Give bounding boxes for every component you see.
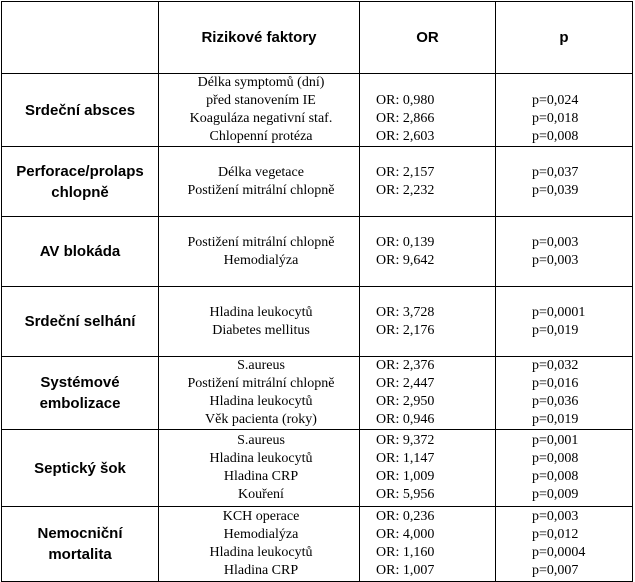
section-title-line: chlopně: [51, 183, 109, 201]
or-value: OR: 9,642: [376, 252, 435, 268]
header-empty-cell: [2, 2, 159, 74]
p-value: p=0,018: [532, 111, 579, 126]
or-value: [360, 74, 495, 92]
p-cell: [496, 147, 633, 217]
factor-line: Kouření: [238, 487, 284, 502]
or-value: OR: 2,866: [376, 111, 435, 126]
section-title-line: mortalita: [48, 546, 112, 563]
or-cell: [360, 74, 496, 147]
p-value: p=0,037: [532, 164, 579, 180]
p-value: p=0,007: [532, 563, 579, 578]
section-title-line: AV blokáda: [39, 243, 121, 260]
or-value: OR: 0,139: [376, 234, 435, 250]
or-cell: [360, 430, 496, 507]
or-value: OR: 2,176: [376, 322, 435, 338]
section-title-cell: [2, 507, 159, 582]
table-row: [2, 74, 633, 147]
factor-line: S.aureus: [237, 358, 285, 373]
section-title-line: Srdeční absces: [24, 101, 136, 119]
p-value: p=0,036: [532, 394, 579, 409]
or-value: OR: 1,160: [376, 545, 435, 560]
p-cell: [496, 357, 633, 430]
or-value: OR: 2,603: [376, 129, 435, 144]
section-title-line: Systémové: [40, 374, 120, 391]
or-value: OR: 4,000: [376, 527, 435, 542]
section-title-cell: [2, 74, 159, 147]
factor-line: Hladina leukocytů: [209, 304, 313, 320]
p-value: p=0,001: [532, 433, 579, 448]
factor-cell: [159, 287, 360, 357]
p-value: p=0,032: [532, 358, 579, 373]
factor-cell: [159, 357, 360, 430]
p-value: p=0,012: [532, 527, 579, 542]
factor-cell: [159, 74, 360, 147]
section-title-line: Nemocniční: [37, 525, 123, 542]
factor-line: Diabetes mellitus: [212, 322, 310, 338]
table-row: [2, 147, 633, 217]
section-title-line: embolizace: [39, 395, 121, 412]
or-value: OR: 0,236: [376, 509, 435, 524]
or-value: OR: 1,009: [376, 469, 435, 484]
section-title-cell: [2, 147, 159, 217]
factor-line: Postižení mitrální chlopně: [187, 376, 335, 391]
p-value: p=0,039: [532, 182, 579, 198]
table-row: [2, 217, 633, 287]
header-or: OR: [360, 2, 496, 74]
or-value: OR: 2,447: [376, 376, 435, 391]
p-value: p=0,019: [532, 322, 579, 338]
or-value: OR: 0,946: [376, 412, 435, 427]
p-value: p=0,019: [532, 412, 579, 427]
p-value: p=0,008: [532, 469, 579, 484]
or-cell: [360, 357, 496, 430]
p-value: p=0,008: [532, 451, 579, 466]
factor-line: Hladina CRP: [223, 563, 299, 578]
or-value: OR: 1,147: [376, 451, 435, 466]
header-row: [2, 2, 633, 74]
p-value: p=0,009: [532, 487, 579, 502]
factor-cell: [159, 430, 360, 507]
or-value: OR: 0,980: [376, 93, 435, 108]
factor-line: Koaguláza negativní staf.: [189, 111, 333, 126]
factor-cell: [159, 507, 360, 582]
p-cell: [496, 287, 633, 357]
table-row: [2, 507, 633, 582]
header-risk-factors: Rizikové faktory: [159, 2, 360, 74]
factor-line: Délka vegetace: [218, 164, 304, 180]
factor-cell: [159, 217, 360, 287]
or-value: OR: 3,728: [376, 304, 435, 320]
table-row: [2, 287, 633, 357]
or-value: OR: 2,232: [376, 182, 435, 198]
or-value: OR: 2,376: [376, 358, 435, 373]
or-value: OR: 5,956: [376, 487, 435, 502]
p-cell: [496, 507, 633, 582]
section-title-cell: [2, 430, 159, 507]
factor-line: Postižení mitrální chlopně: [187, 182, 335, 198]
table-row: [2, 430, 633, 507]
or-cell: [360, 507, 496, 582]
factor-cell: [159, 147, 360, 217]
p-cell: [496, 74, 633, 147]
p-cell: [496, 430, 633, 507]
factor-line: Hladina leukocytů: [209, 451, 313, 466]
section-title-line: Septický šok: [34, 459, 126, 477]
p-value: [496, 74, 632, 92]
factor-line: Hladina CRP: [223, 469, 299, 484]
p-value: p=0,003: [532, 252, 579, 268]
or-value: OR: 1,007: [376, 563, 435, 578]
p-value: p=0,003: [532, 234, 579, 250]
section-title-line: Srdeční selhání: [24, 313, 136, 330]
factor-line: Hladina leukocytů: [209, 545, 313, 560]
factor-line: Hemodialýza: [223, 527, 299, 542]
p-value: p=0,0004: [532, 545, 586, 560]
risk-factors-table: [1, 1, 633, 582]
or-value: OR: 2,950: [376, 394, 435, 409]
or-cell: [360, 287, 496, 357]
factor-line: S.aureus: [237, 433, 285, 448]
section-title-cell: [2, 357, 159, 430]
p-value: p=0,0001: [532, 304, 586, 320]
section-title-cell: [2, 287, 159, 357]
or-cell: [360, 147, 496, 217]
factor-line: Postižení mitrální chlopně: [187, 234, 335, 250]
table-row: [2, 357, 633, 430]
or-value: OR: 2,157: [376, 164, 435, 180]
section-title-line: Perforace/prolaps: [16, 162, 144, 180]
p-value: p=0,024: [532, 93, 579, 108]
factor-line: Délka symptomů (dní): [197, 75, 325, 90]
section-title-cell: [2, 217, 159, 287]
header-p: p: [496, 2, 633, 74]
or-value: OR: 9,372: [376, 433, 435, 448]
factor-line: před stanovením IE: [206, 93, 316, 108]
factor-line: Hladina leukocytů: [209, 394, 313, 409]
p-value: p=0,016: [532, 376, 579, 391]
factor-line: Chlopenní protéza: [209, 129, 313, 144]
factor-line: Hemodialýza: [223, 252, 299, 268]
p-cell: [496, 217, 633, 287]
factor-line: KCH operace: [222, 509, 300, 524]
or-cell: [360, 217, 496, 287]
factor-line: Věk pacienta (roky): [205, 412, 317, 427]
p-value: p=0,008: [532, 129, 579, 144]
p-value: p=0,003: [532, 509, 579, 524]
